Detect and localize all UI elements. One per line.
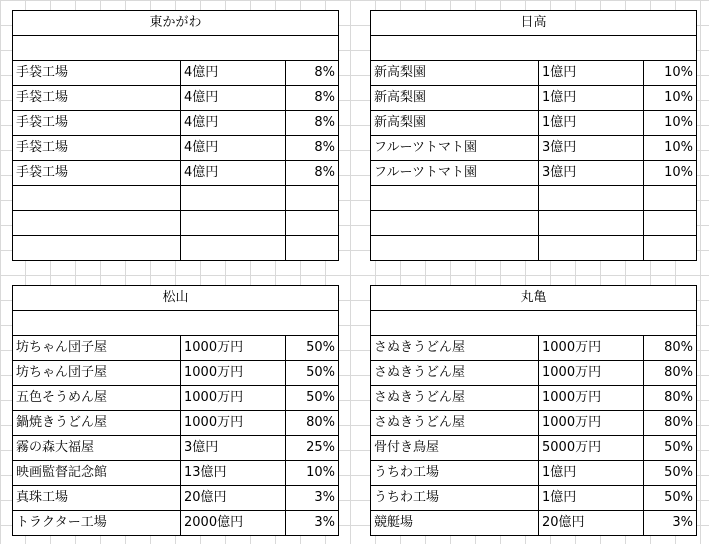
rate-cell[interactable]: 50% <box>644 436 697 461</box>
rate-cell[interactable] <box>644 211 697 236</box>
facility-name-cell[interactable]: 霧の森大福屋 <box>13 436 181 461</box>
rate-cell[interactable]: 10% <box>286 461 339 486</box>
cost-cell[interactable]: 1000万円 <box>181 361 286 386</box>
cost-cell[interactable]: 4億円 <box>181 136 286 161</box>
table-row <box>371 211 697 236</box>
table-row <box>13 211 339 236</box>
table-row <box>371 236 697 261</box>
facility-name-cell[interactable]: 手袋工場 <box>13 111 181 136</box>
facility-name-cell[interactable] <box>13 236 181 261</box>
rate-cell[interactable]: 50% <box>286 361 339 386</box>
cost-cell[interactable] <box>539 186 644 211</box>
cost-cell[interactable]: 1000万円 <box>539 411 644 436</box>
block-title[interactable]: 東かがわ <box>13 11 339 36</box>
rate-cell[interactable]: 25% <box>286 436 339 461</box>
empty-cell[interactable] <box>371 36 697 61</box>
facility-name-cell[interactable] <box>371 186 539 211</box>
block-higashikagawa <box>12 10 339 261</box>
facility-name-cell[interactable]: 手袋工場 <box>13 86 181 111</box>
block-matsuyama <box>12 285 339 536</box>
cost-cell[interactable] <box>181 211 286 236</box>
table-row <box>371 111 697 136</box>
table-row <box>371 136 697 161</box>
table-row <box>371 411 697 436</box>
rate-cell[interactable]: 10% <box>644 111 697 136</box>
facility-name-cell[interactable]: 手袋工場 <box>13 61 181 86</box>
rate-cell[interactable]: 8% <box>286 61 339 86</box>
block-title[interactable]: 日高 <box>371 11 697 36</box>
table-row <box>371 486 697 511</box>
rate-cell[interactable]: 50% <box>644 486 697 511</box>
cost-cell[interactable]: 1000万円 <box>539 336 644 361</box>
facility-name-cell[interactable]: 手袋工場 <box>13 161 181 186</box>
facility-name-cell[interactable]: フルーツトマト園 <box>371 161 539 186</box>
table-row <box>13 136 339 161</box>
table-row <box>371 186 697 211</box>
table-row <box>13 361 339 386</box>
rate-cell[interactable]: 50% <box>644 461 697 486</box>
rate-cell[interactable] <box>286 186 339 211</box>
cost-cell[interactable]: 1億円 <box>539 61 644 86</box>
facility-name-cell[interactable] <box>371 236 539 261</box>
rate-cell[interactable] <box>286 236 339 261</box>
table-row <box>371 461 697 486</box>
empty-cell[interactable] <box>13 36 339 61</box>
facility-name-cell[interactable]: 新高梨園 <box>371 61 539 86</box>
facility-name-cell[interactable]: 新高梨園 <box>371 111 539 136</box>
rate-cell[interactable]: 80% <box>644 336 697 361</box>
facility-name-cell[interactable]: 映画監督記念館 <box>13 461 181 486</box>
facility-name-cell[interactable]: 新高梨園 <box>371 86 539 111</box>
cost-cell[interactable]: 4億円 <box>181 86 286 111</box>
cost-cell[interactable]: 3億円 <box>539 136 644 161</box>
table-row <box>371 511 697 536</box>
table-row <box>13 186 339 211</box>
rate-cell[interactable]: 10% <box>644 136 697 161</box>
cost-cell[interactable]: 1億円 <box>539 86 644 111</box>
table-row <box>371 386 697 411</box>
rate-cell[interactable]: 50% <box>286 386 339 411</box>
facility-name-cell[interactable]: フルーツトマト園 <box>371 136 539 161</box>
facility-name-cell[interactable]: 坊ちゃん団子屋 <box>13 361 181 386</box>
table-row <box>13 511 339 536</box>
rate-cell[interactable]: 50% <box>286 336 339 361</box>
table-row <box>13 111 339 136</box>
table-row <box>371 161 697 186</box>
rate-cell[interactable] <box>644 186 697 211</box>
cost-cell[interactable]: 5000万円 <box>539 436 644 461</box>
facility-name-cell[interactable]: さぬきうどん屋 <box>371 336 539 361</box>
facility-name-cell[interactable]: 鍋焼きうどん屋 <box>13 411 181 436</box>
cost-cell[interactable]: 1億円 <box>539 461 644 486</box>
table-row <box>13 61 339 86</box>
facility-name-cell[interactable]: 手袋工場 <box>13 136 181 161</box>
table-row <box>13 461 339 486</box>
block-title[interactable]: 丸亀 <box>371 286 697 311</box>
cost-cell[interactable]: 2000億円 <box>181 511 286 536</box>
table-row <box>13 486 339 511</box>
facility-name-cell[interactable]: トラクター工場 <box>13 511 181 536</box>
empty-cell[interactable] <box>371 311 697 336</box>
cost-cell[interactable]: 20億円 <box>181 486 286 511</box>
rate-cell[interactable]: 3% <box>644 511 697 536</box>
cost-cell[interactable]: 4億円 <box>181 111 286 136</box>
cost-cell[interactable] <box>539 211 644 236</box>
table-row <box>13 386 339 411</box>
rate-cell[interactable] <box>286 211 339 236</box>
rate-cell[interactable]: 8% <box>286 136 339 161</box>
facility-name-cell[interactable]: さぬきうどん屋 <box>371 386 539 411</box>
rate-cell[interactable]: 80% <box>644 361 697 386</box>
rate-cell[interactable]: 3% <box>286 486 339 511</box>
cost-cell[interactable]: 1000万円 <box>539 386 644 411</box>
facility-name-cell[interactable]: 坊ちゃん団子屋 <box>13 336 181 361</box>
cost-cell[interactable]: 1000万円 <box>181 411 286 436</box>
cost-cell[interactable]: 20億円 <box>539 511 644 536</box>
cost-cell[interactable]: 3億円 <box>181 436 286 461</box>
rate-cell[interactable]: 80% <box>644 411 697 436</box>
table-row <box>13 436 339 461</box>
facility-name-cell[interactable] <box>13 186 181 211</box>
cost-cell[interactable]: 13億円 <box>181 461 286 486</box>
rate-cell[interactable]: 8% <box>286 86 339 111</box>
table-row <box>13 86 339 111</box>
cost-cell[interactable]: 1000万円 <box>181 336 286 361</box>
rate-cell[interactable]: 8% <box>286 111 339 136</box>
cost-cell[interactable] <box>181 186 286 211</box>
facility-name-cell[interactable]: 五色そうめん屋 <box>13 386 181 411</box>
facility-name-cell[interactable]: うちわ工場 <box>371 486 539 511</box>
table-row <box>13 236 339 261</box>
rate-cell[interactable] <box>644 236 697 261</box>
table-row <box>371 86 697 111</box>
block-title[interactable]: 松山 <box>13 286 339 311</box>
facility-name-cell[interactable]: さぬきうどん屋 <box>371 361 539 386</box>
table-row <box>13 161 339 186</box>
cost-cell[interactable] <box>181 236 286 261</box>
facility-name-cell[interactable]: 競艇場 <box>371 511 539 536</box>
empty-cell[interactable] <box>13 311 339 336</box>
facility-name-cell[interactable]: うちわ工場 <box>371 461 539 486</box>
rate-cell[interactable]: 10% <box>644 61 697 86</box>
rate-cell[interactable]: 80% <box>286 411 339 436</box>
table-row <box>371 336 697 361</box>
cost-cell[interactable]: 1億円 <box>539 111 644 136</box>
facility-name-cell[interactable] <box>371 211 539 236</box>
rate-cell[interactable]: 3% <box>286 511 339 536</box>
table-row <box>371 436 697 461</box>
rate-cell[interactable]: 8% <box>286 161 339 186</box>
cost-cell[interactable]: 3億円 <box>539 161 644 186</box>
block-marugame <box>370 285 697 536</box>
table-row <box>371 61 697 86</box>
rate-cell[interactable]: 80% <box>644 386 697 411</box>
block-hidaka <box>370 10 697 261</box>
cost-cell[interactable]: 4億円 <box>181 61 286 86</box>
table-row <box>371 361 697 386</box>
rate-cell[interactable]: 10% <box>644 161 697 186</box>
table-row <box>13 336 339 361</box>
cost-cell[interactable]: 4億円 <box>181 161 286 186</box>
table-row <box>13 411 339 436</box>
facility-name-cell[interactable]: 真珠工場 <box>13 486 181 511</box>
cost-cell[interactable] <box>539 236 644 261</box>
facility-name-cell[interactable] <box>13 211 181 236</box>
facility-name-cell[interactable]: 骨付き鳥屋 <box>371 436 539 461</box>
facility-name-cell[interactable]: さぬきうどん屋 <box>371 411 539 436</box>
cost-cell[interactable]: 1000万円 <box>539 361 644 386</box>
cost-cell[interactable]: 1000万円 <box>181 386 286 411</box>
rate-cell[interactable]: 10% <box>644 86 697 111</box>
cost-cell[interactable]: 1億円 <box>539 486 644 511</box>
